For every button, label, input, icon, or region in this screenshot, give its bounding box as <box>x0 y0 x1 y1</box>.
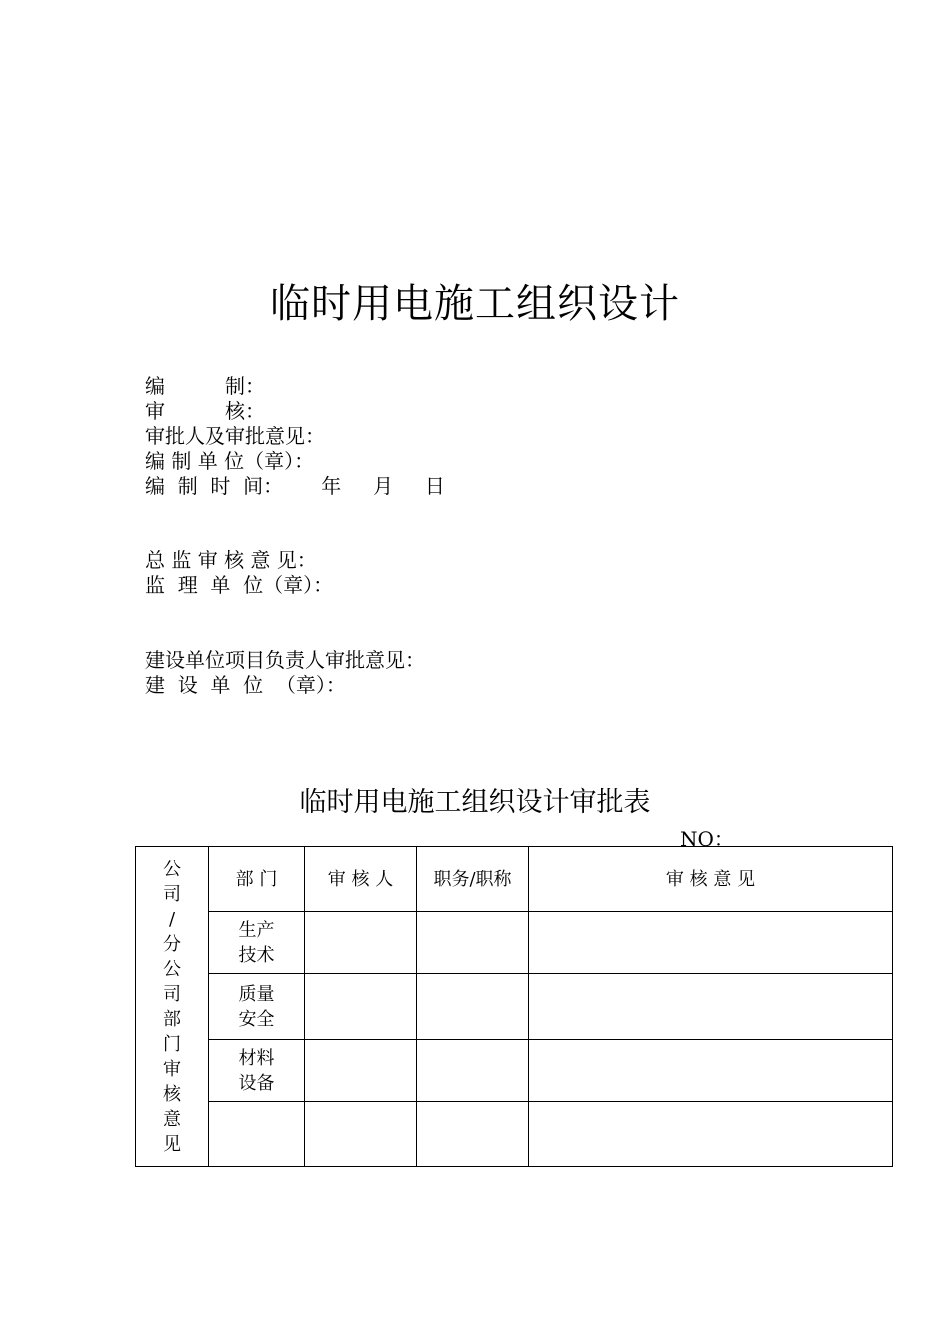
position-cell[interactable] <box>417 1102 529 1167</box>
table-row <box>136 1040 893 1102</box>
side-label-char: 公 <box>163 858 181 880</box>
field-compiling-date: 编 制 时 间： 年 月 日 <box>145 474 445 498</box>
table-row <box>136 1102 893 1167</box>
field-approver-opinion: 审批人及审批意见： <box>145 424 325 448</box>
position-cell[interactable] <box>417 912 529 974</box>
position-cell[interactable] <box>417 1040 529 1102</box>
side-label-char: 司 <box>163 983 181 1005</box>
opinion-cell[interactable] <box>529 1040 893 1102</box>
side-label-cell <box>136 847 209 1167</box>
field-owner-approval-opinion: 建设单位项目负责人审批意见： <box>145 648 425 672</box>
side-label-char: 分 <box>163 933 181 955</box>
reviewer-cell[interactable] <box>305 1040 417 1102</box>
header-reviewer: 审 核 人 <box>305 847 417 912</box>
opinion-cell[interactable] <box>529 1102 893 1167</box>
side-label-char: 见 <box>163 1133 181 1155</box>
department-line: 设备 <box>238 1072 275 1094</box>
field-chief-supervisor-opinion: 总 监 审 核 意 见： <box>145 548 317 572</box>
side-label-char: 核 <box>163 1083 181 1105</box>
opinion-cell[interactable] <box>529 912 893 974</box>
department-line: 材料 <box>238 1047 275 1069</box>
field-construction-unit: 建 设 单 位 （章）： <box>145 673 346 697</box>
department-line: 技术 <box>238 944 275 966</box>
side-label-char: / <box>168 908 176 930</box>
reviewer-cell[interactable] <box>305 912 417 974</box>
document-title: 临时用电施工组织设计 <box>270 281 680 327</box>
approval-table-title: 临时用电施工组织设计审批表 <box>299 787 651 818</box>
reviewer-cell[interactable] <box>305 974 417 1040</box>
position-cell[interactable] <box>417 974 529 1040</box>
department-line: 安全 <box>238 1008 275 1030</box>
side-label-char: 意 <box>163 1108 181 1130</box>
side-label-char: 部 <box>163 1008 181 1030</box>
header-position: 职务/职称 <box>417 847 529 912</box>
department-cell <box>209 1040 305 1102</box>
side-label-char: 门 <box>163 1033 181 1055</box>
department-line: 质量 <box>238 983 275 1005</box>
header-opinion: 审 核 意 见 <box>529 847 893 912</box>
table-row <box>136 912 893 974</box>
field-supervision-unit: 监 理 单 位（章）： <box>145 573 334 597</box>
reviewer-cell[interactable] <box>305 1102 417 1167</box>
department-cell <box>209 974 305 1040</box>
side-label-char: 公 <box>163 958 181 980</box>
department-line: 生产 <box>238 919 275 941</box>
opinion-cell[interactable] <box>529 974 893 1040</box>
header-department: 部 门 <box>209 847 305 912</box>
approval-table <box>135 846 893 1167</box>
side-label-char: 司 <box>163 883 181 905</box>
field-reviewer: 审 核： <box>145 399 265 423</box>
side-label-char: 审 <box>163 1058 181 1080</box>
approval-number-label: NO： <box>680 827 734 851</box>
field-compiling-unit: 编 制 单 位（章）： <box>145 449 315 473</box>
table-row <box>136 974 893 1040</box>
department-cell <box>209 1102 305 1167</box>
department-cell <box>209 912 305 974</box>
table-header-row <box>136 847 893 912</box>
field-compiler: 编 制： <box>145 374 265 398</box>
